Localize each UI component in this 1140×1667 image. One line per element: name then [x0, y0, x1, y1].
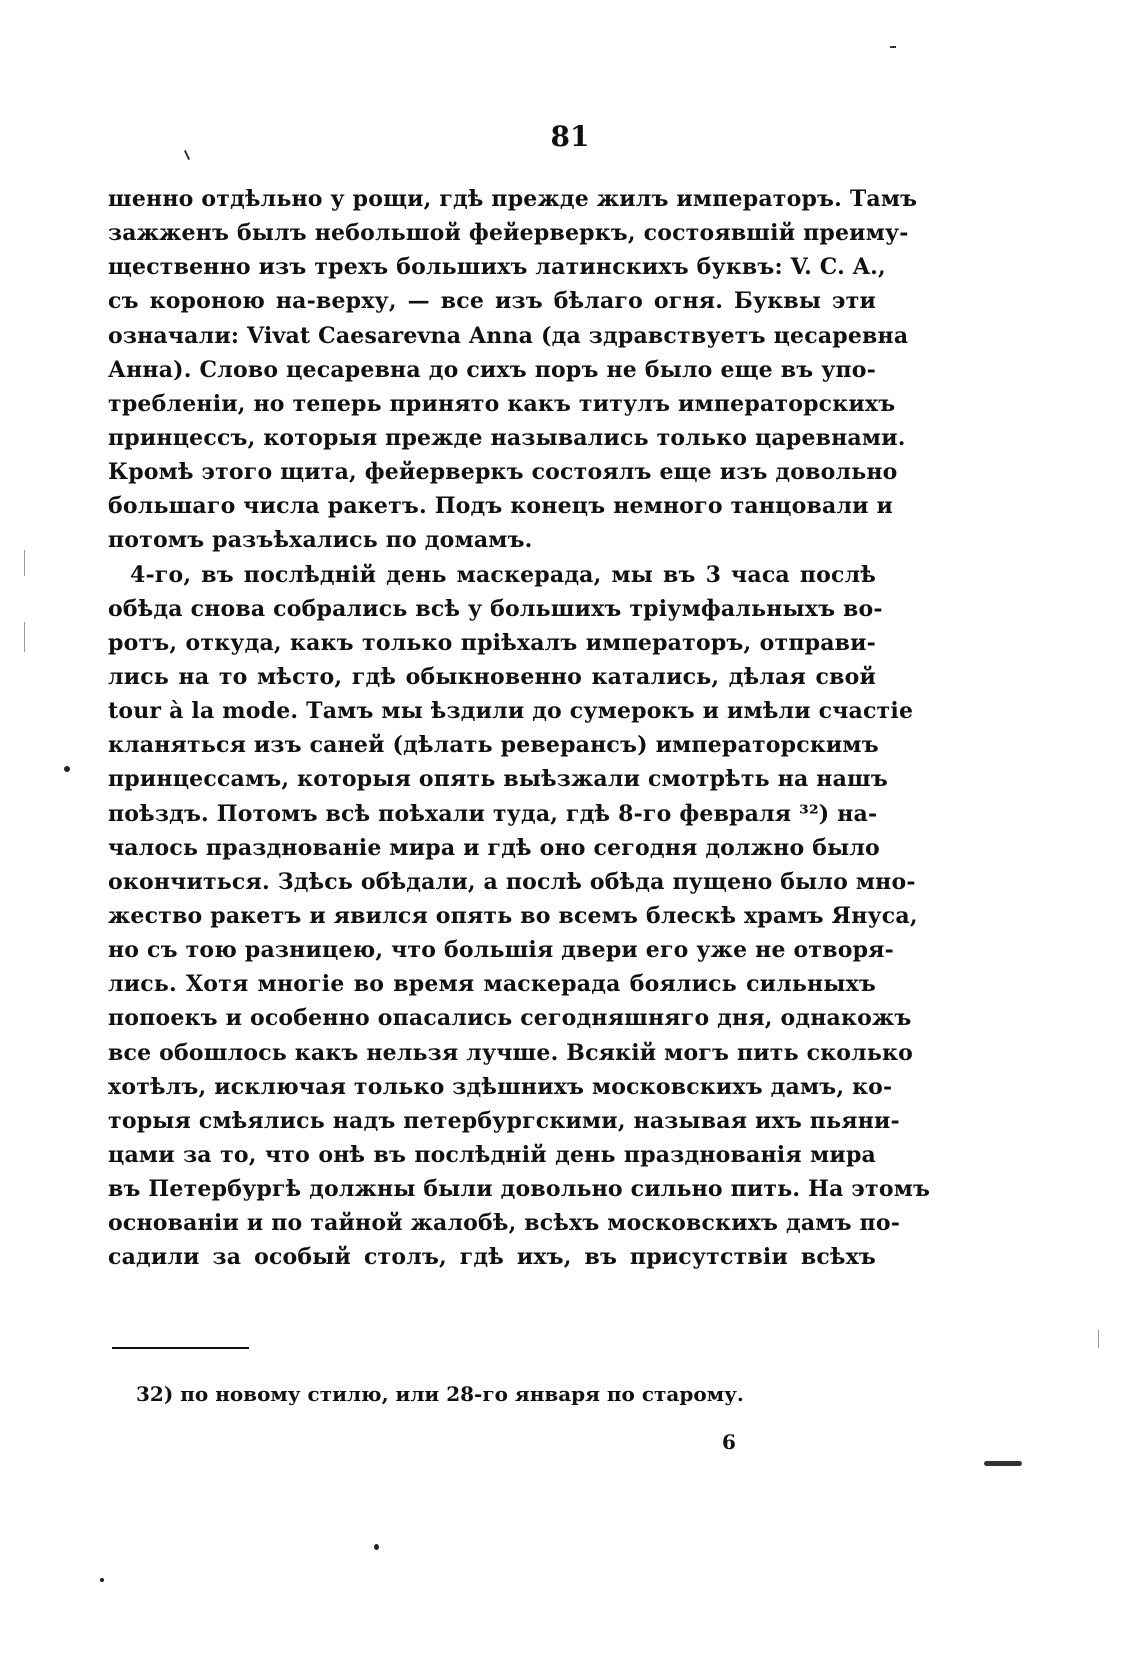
footnote-rule — [112, 1347, 249, 1349]
page-number: 81 — [550, 120, 590, 153]
scan-speck — [64, 766, 70, 772]
scan-mark — [24, 622, 25, 652]
text-line: 4-го, въ послѣдній день маскерада, мы въ 3 часа послѣ — [130, 561, 876, 588]
text-line: въ Петербургѣ должны были довольно сильно пить. На этомъ — [108, 1176, 931, 1203]
text-line: кланяться изъ саней (дѣлать реверансъ) императорскимъ — [108, 732, 879, 759]
footnote: 32) по новому стилю, или 28-го января по старому. — [136, 1382, 744, 1406]
text-line: принцессъ, которыя прежде назывались только царевнами. — [108, 424, 906, 451]
text-line: поѣздъ. Потомъ всѣ поѣхали туда, гдѣ 8-го февраля ³²) на- — [108, 800, 878, 827]
text-line: окончиться. Здѣсь обѣдали, а послѣ обѣда пущено было мно- — [108, 868, 916, 895]
text-line: съ короною на-верху, — все изъ бѣлаго огня. Буквы эти — [108, 288, 876, 315]
text-line: попоекъ и особенно опасались сегодняшняго дня, однакожъ — [108, 1005, 912, 1032]
scan-mark — [24, 550, 25, 576]
text-line: шенно отдѣльно у рощи, гдѣ прежде жилъ императоръ. Тамъ — [108, 186, 918, 212]
text-line: садили за особый столъ, гдѣ ихъ, въ присутствіи всѣхъ — [108, 1244, 876, 1271]
text-line: хотѣлъ, исключая только здѣшнихъ московскихъ дамъ, ко- — [108, 1073, 893, 1100]
text-line: основаніи и по тайной жалобѣ, всѣхъ московскихъ дамъ по- — [108, 1210, 901, 1237]
text-line: Кромѣ этого щита, фейерверкъ состоялъ еще изъ довольно — [108, 459, 898, 486]
scan-mark — [1098, 1330, 1099, 1348]
text-line: жество ракетъ и явился опять во всемъ блескѣ храмъ Януса, — [108, 902, 918, 929]
text-line: потомъ разъѣхались по домамъ. — [108, 527, 533, 554]
text-line: лись. Хотя многіе во время маскерада боялись сильныхъ — [108, 971, 876, 998]
signature-mark: 6 — [722, 1430, 736, 1454]
text-line: означали: Vivat Caesarevna Anna (да здравствуетъ цесаревна — [108, 322, 909, 349]
text-line: ротъ, откуда, какъ только пріѣхалъ императоръ, отправи- — [108, 629, 876, 656]
text-line: торыя смѣялись надъ петербургскими, называя ихъ пьяни- — [108, 1107, 900, 1134]
scan-speck — [374, 1544, 379, 1550]
text-line: tour à la mode. Тамъ мы ѣздили до сумерокъ и имѣли счастіе — [108, 698, 914, 725]
text-line: Анна). Слово цесаревна до сихъ поръ не было еще въ упо- — [108, 356, 876, 383]
text-line: обѣда снова собрались всѣ у большихъ тріумфальныхъ во- — [108, 595, 883, 622]
text-line: большаго числа ракетъ. Подъ конецъ немного танцовали и — [108, 493, 894, 520]
scan-mark — [890, 46, 896, 48]
text-line: принцессамъ, которыя опять выѣзжали смотрѣть на нашъ — [108, 766, 888, 793]
text-line: требленіи, но теперь принято какъ титулъ императорскихъ — [108, 390, 896, 417]
text-line: все обошлось какъ нельзя лучше. Всякій могъ пить сколько — [108, 1039, 913, 1066]
text-line: чалось празднованіе мира и гдѣ оно сегодня должно было — [108, 834, 880, 861]
body-text — [108, 182, 931, 1275]
text-line: зажженъ былъ небольшой фейерверкъ, состоявшій преиму- — [108, 220, 909, 247]
text-line: но съ тою разницею, что большія двери его уже не отворя- — [108, 937, 894, 964]
text-line: лись на то мѣсто, гдѣ обыкновенно катались, дѣлая свой — [108, 663, 876, 690]
text-line: цами за то, что онѣ въ послѣдній день празднованія мира — [108, 1141, 876, 1168]
scan-mark — [984, 1461, 1022, 1466]
text-line: щественно изъ трехъ большихъ латинскихъ буквъ: V. C. A., — [108, 254, 886, 281]
scan-speck — [100, 1578, 104, 1582]
